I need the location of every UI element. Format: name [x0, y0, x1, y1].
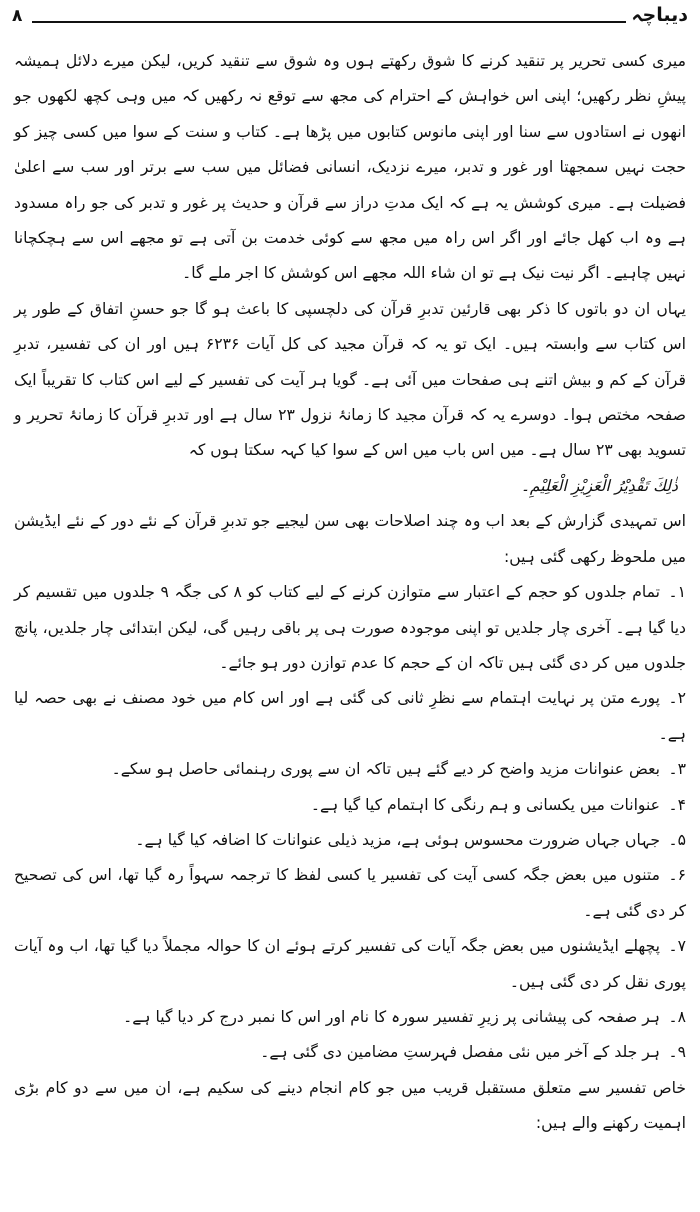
item-number: ۶۔ [668, 866, 686, 885]
item-text: بعض عنوانات مزید واضح کر دیے گئے ہیں تاکہ ان سے پوری رہنمائی حاصل ہو سکے۔ [111, 760, 660, 779]
item-text: تمام جلدوں کو حجم کے اعتبار سے متوازن کرنے کے لیے کتاب کو ۸ کی جگہ ۹ جلدوں میں تقسیم کر دیا گیا ہے۔ آخری چار جلدیں تو اپنی موجودہ صورت ہی پر باقی رہیں گی، لیکن ابتدائی چار جلدیں، پانچ جلدوں میں کر دی گئی ہیں تاکہ ان کے حجم کا عدم توازن دور ہو جائے۔ [14, 583, 686, 672]
paragraph-4: خاص تفسیر سے متعلق مستقبل قریب میں جو کام انجام دینے کی سکیم ہے، ان میں سے دو کام بڑی اہمیت رکھنے والے ہیں: [14, 1078, 686, 1133]
item-text: متنوں میں بعض جگہ کسی آیت کی تفسیر یا کسی لفظ کا ترجمہ سہواً رہ گیا تھا، اس کی تصحیح کر دی گئی ہے۔ [14, 866, 686, 920]
item-text: ہر صفحہ کی پیشانی پر زیرِ تفسیر سورہ کا نام اور اس کا نمبر درج کر دیا گیا ہے۔ [123, 1007, 660, 1026]
paragraph-3: اس تمہیدی گزارش کے بعد اب وہ چند اصلاحات بھی سن لیجیے جو تدبرِ قرآن کے نئے دور کے نئے ایڈیشن میں ملحوظ رکھی گئی ہیں: [14, 512, 686, 566]
list-item [14, 858, 686, 929]
list-item [14, 681, 686, 752]
item-number: ۹۔ [668, 1043, 686, 1062]
page-body [14, 44, 686, 1142]
quranic-verse: ذٰلِكَ تَقْدِيْرُ الْعَزِيْزِ الْعَلِيْمِ۔ [520, 476, 678, 495]
item-number: ۱۔ [668, 583, 686, 602]
changes-list [14, 575, 686, 1071]
list-item [14, 575, 686, 681]
item-number: ۷۔ [668, 937, 686, 956]
item-number: ۳۔ [668, 760, 686, 779]
paragraph-2: یہاں ان دو باتوں کا ذکر بھی قارئین تدبرِ قرآن کی دلچسپی کا باعث ہو گا جو حسنِ اتفاق کے طور پر اس کتاب سے وابستہ ہیں۔ ایک تو یہ کہ قرآن مجید کی کل آیات ۶۲۳۶ ہیں اور ان کی تفسیر، تدبرِ قرآن کے کم و بیش اتنے ہی صفحات میں آئی ہے۔ گویا ہر آیت کی تفسیر کے لیے اس کتاب کا تقریباً ایک صفحہ مختص ہوا۔ دوسرے یہ کہ قرآن مجید کا زمانۂ نزول ۲۳ سال ہے اور تدبرِ قرآن کا زمانۂ تحریر و تسوید بھی ۲۳ سال ہے۔ میں اس باب میں اس کے سوا کیا کہہ سکتا ہوں کہ [14, 299, 686, 460]
item-text: پچھلے ایڈیشنوں میں بعض جگہ آیات کی تفسیر کرتے ہوئے ان کا حوالہ مجملاً دیا گیا تھا، اب وہ آیات پوری نقل کر دی گئی ہیں۔ [14, 937, 686, 991]
paragraph-1: میری کسی تحریر پر تنقید کرنے کا شوق رکھتے ہوں وہ شوق سے تنقید کریں، لیکن میرے دلائل ہمیشہ پیشِ نظر رکھیں؛ اپنی اس خواہش کے احترام کی مجھ سے توقع نہ رکھیں کہ میں وہی کچھ لکھوں جو انھوں نے استادوں سے سنا اور اپنی مانوس کتابوں میں پڑھا ہے۔ کتاب و سنت کے سوا میں کسی چیز کو حجت نہیں سمجھتا اور غور و تدبر، میرے نزدیک، انسانی فضائل میں سب سے برتر اور سب سے اعلیٰ فضیلت ہے۔ میری کوشش یہ ہے کہ ایک مدتِ دراز سے قرآن و حدیث پر غور و تدبر کی جو راہ مسدود ہے وہ اب کھل جائے اور اگر اس راہ میں مجھ سے کوئی خدمت بن آتی ہے تو مجھے اس سے ہچکچانا نہیں چاہیے۔ اگر نیت نیک ہے تو ان شاء اللہ مجھے اس کوشش کا اجر ملے گا۔ [14, 52, 686, 283]
list-item [14, 1035, 686, 1070]
list-item [14, 929, 686, 1000]
header-rule [32, 21, 626, 23]
item-text: عنوانات میں یکسانی و ہم رنگی کا اہتمام کیا گیا ہے۔ [310, 795, 660, 814]
item-number: ۵۔ [668, 830, 686, 849]
item-text: ہر جلد کے آخر میں نئی مفصل فہرستِ مضامین دی گئی ہے۔ [260, 1043, 660, 1062]
page-header [12, 4, 688, 38]
list-item [14, 823, 686, 858]
item-number: ۲۔ [668, 689, 686, 708]
list-item [14, 788, 686, 823]
list-item [14, 1000, 686, 1035]
item-text: پورے متن پر نہایت اہتمام سے نظرِ ثانی کی گئی ہے اور اس کام میں خود مصنف نے بھی حصہ لیا ہے۔ [14, 689, 686, 743]
list-item [14, 752, 686, 787]
item-text: جہاں جہاں ضرورت محسوس ہوئی ہے، مزید ذیلی عنوانات کا اضافہ کیا گیا ہے۔ [135, 830, 660, 849]
item-number: ۴۔ [668, 795, 686, 814]
running-title: دیباچہ [631, 4, 688, 26]
page-number: ۸ [12, 6, 23, 26]
item-number: ۸۔ [668, 1007, 686, 1026]
